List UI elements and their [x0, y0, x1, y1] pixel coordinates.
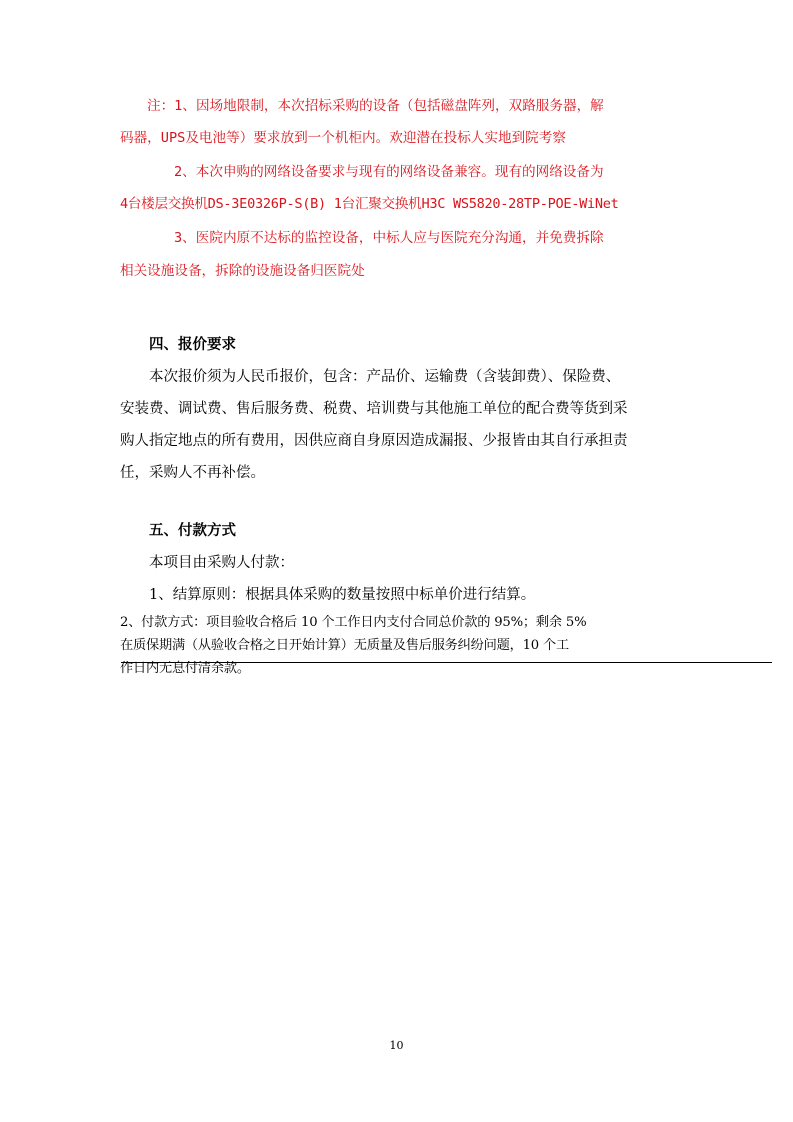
- section-4-line-3: 购人指定地点的所有费用，因供应商自身原因造成漏报、少报皆由其自行承担责: [120, 433, 628, 449]
- note-2-line-2: 4台楼层交换机DS-3E0326P-S(B) 1台汇聚交换机H3C WS5820-28TP-POE-WiNet: [120, 196, 619, 212]
- section-4-heading: 四、报价要求: [149, 337, 236, 353]
- section-4-line-4: 任，采购人不再补偿。: [120, 465, 265, 481]
- horizontal-rule: [121, 662, 772, 663]
- section-5-line-4: 在质保期满（从验收合格之日开始计算）无质量及售后服务纠纷问题，10 个工: [120, 638, 569, 653]
- section-5-line-1: 本项目由采购人付款：: [149, 555, 294, 571]
- note-2-line-1: 2、本次申购的网络设备要求与现有的网络设备兼容。现有的网络设备为: [174, 164, 604, 180]
- note-1-line-2: 码器，UPS及电池等）要求放到一个机柜内。欢迎潜在投标人实地到院考察: [120, 130, 566, 146]
- note-1-line-1: 注：1、因场地限制，本次招标采购的设备（包括磁盘阵列，双路服务器，解: [147, 98, 604, 114]
- page-number: 10: [389, 1039, 404, 1052]
- section-5-line-5: 作日内无息付清余款。: [120, 661, 250, 676]
- section-5-line-2: 1、结算原则：根据具体采购的数量按照中标单价进行结算。: [149, 587, 536, 603]
- section-4-line-2: 安装费、调试费、售后服务费、税费、培训费与其他施工单位的配合费等货到采: [120, 401, 628, 417]
- section-5-heading: 五、付款方式: [149, 523, 236, 539]
- section-4-line-1: 本次报价须为人民币报价，包含：产品价、运输费（含装卸费）、保险费、: [149, 369, 621, 385]
- section-5-line-3: 2、付款方式：项目验收合格后 10 个工作日内支付合同总价款的 95%；剩余 5%: [120, 615, 587, 630]
- note-3-line-2: 相关设施设备，拆除的设施设备归医院处: [120, 263, 365, 279]
- note-3-line-1: 3、医院内原不达标的监控设备，中标人应与医院充分沟通，并免费拆除: [174, 230, 604, 246]
